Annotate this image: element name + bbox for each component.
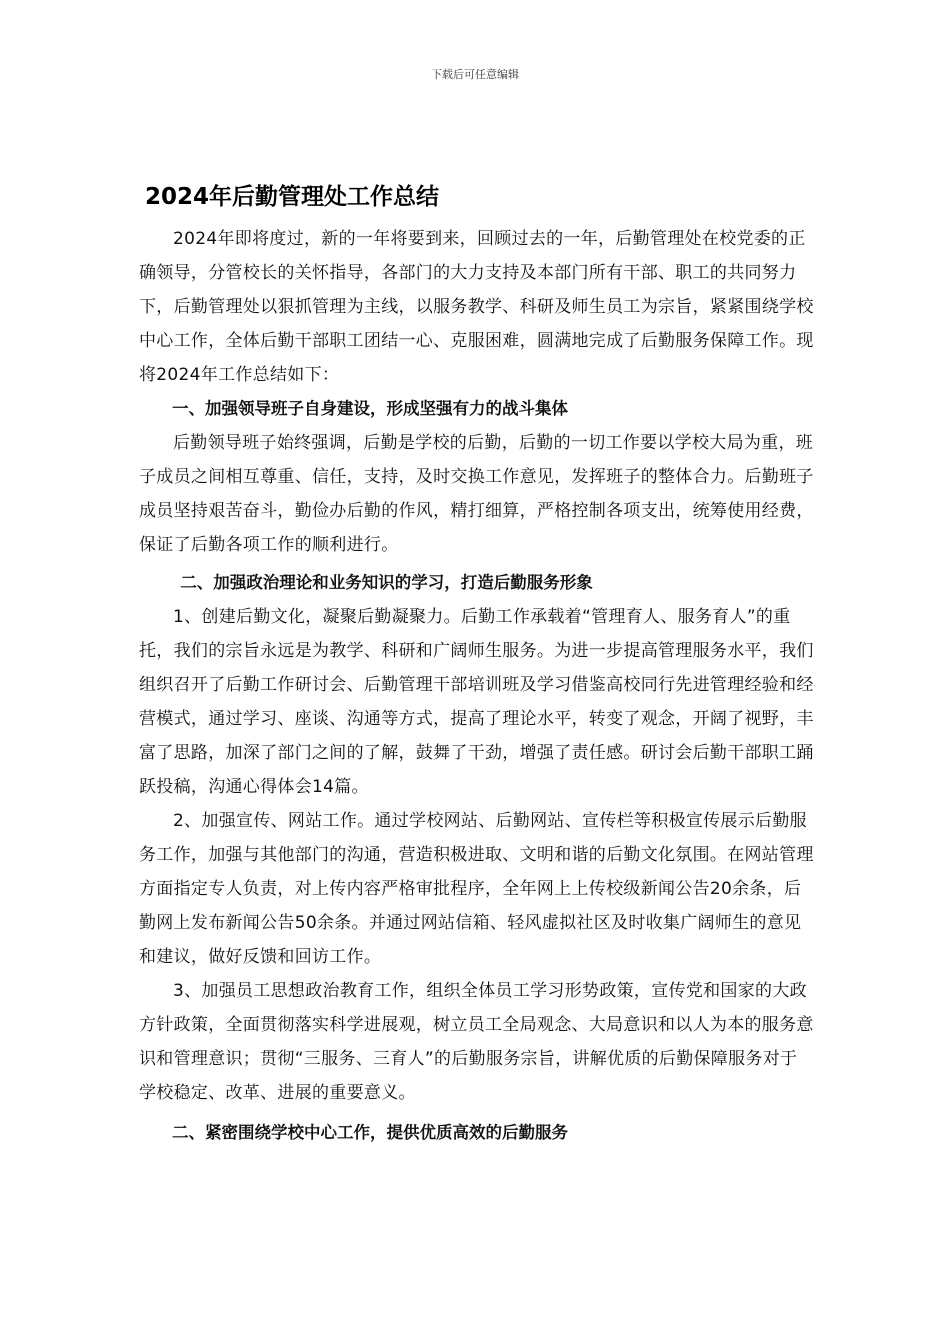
document-title: 2024年后勤管理处工作总结 bbox=[145, 184, 440, 210]
section-2-item-3: 3、加强员工思想政治教育工作，组织全体员工学习形势政策，宣传党和国家的大政方针政策，全面贯彻落实科学进展观，树立员工全局观念、大局意识和以人为本的服务意识和管理意识；贯彻“三服务、三育人”的后勤服务宗旨，讲解优质的后勤保障服务对于学校稳定、改革、进展的重要意义。 bbox=[139, 981, 814, 1103]
page-header-note: 下载后可任意编辑 bbox=[431, 68, 519, 81]
section-2-item-1: 1、创建后勤文化，凝聚后勤凝聚力。后勤工作承载着“管理育人、服务育人”的重托，我们的宗旨永远是为教学、科研和广阔师生服务。为进一步提高管理服务水平，我们组织召开了后勤工作研讨会、后勤管理干部培训班及学习借鉴高校同行先进管理经验和经营模式，通过学习、座谈、沟通等方式，提高了理论水平，转变了观念，开阔了视野，丰富了思路，加深了部门之间的了解，鼓舞了干劲，增强了责任感。研讨会后勤干部职工踊跃投稿，沟通心得体会14篇。 bbox=[139, 607, 814, 797]
section-2-heading: 二、加强政治理论和业务知识的学习，打造后勤服务形象 bbox=[180, 573, 593, 592]
section-1-heading: 一、加强领导班子自身建设，形成坚强有力的战斗集体 bbox=[172, 399, 568, 418]
section-1-paragraph: 后勤领导班子始终强调，后勤是学校的后勤，后勤的一切工作要以学校大局为重，班子成员之间相互尊重、信任，支持，及时交换工作意见，发挥班子的整体合力。后勤班子成员坚持艰苦奋斗，勤俭办后勤的作风，精打细算，严格控制各项支出，统筹使用经费，保证了后勤各项工作的顺利进行。 bbox=[139, 433, 814, 555]
section-3-heading: 二、紧密围绕学校中心工作，提供优质高效的后勤服务 bbox=[172, 1123, 568, 1142]
section-2-item-2: 2、加强宣传、网站工作。通过学校网站、后勤网站、宣传栏等积极宣传展示后勤服务工作，加强与其他部门的沟通，营造积极进取、文明和谐的后勤文化氛围。在网站管理方面指定专人负责，对上传内容严格审批程序，全年网上上传校级新闻公告20余条，后勤网上发布新闻公告50余条。并通过网站信箱、轻风虚拟社区及时收集广阔师生的意见和建议，做好反馈和回访工作。 bbox=[139, 811, 814, 967]
document-body bbox=[139, 222, 814, 1150]
intro-paragraph: 2024年即将度过，新的一年将要到来，回顾过去的一年，后勤管理处在校党委的正确领导，分管校长的关怀指导，各部门的大力支持及本部门所有干部、职工的共同努力下，后勤管理处以狠抓管理为主线，以服务教学、科研及师生员工为宗旨，紧紧围绕学校中心工作，全体后勤干部职工团结一心、克服困难，圆满地完成了后勤服务保障工作。现将2024年工作总结如下： bbox=[139, 229, 814, 385]
